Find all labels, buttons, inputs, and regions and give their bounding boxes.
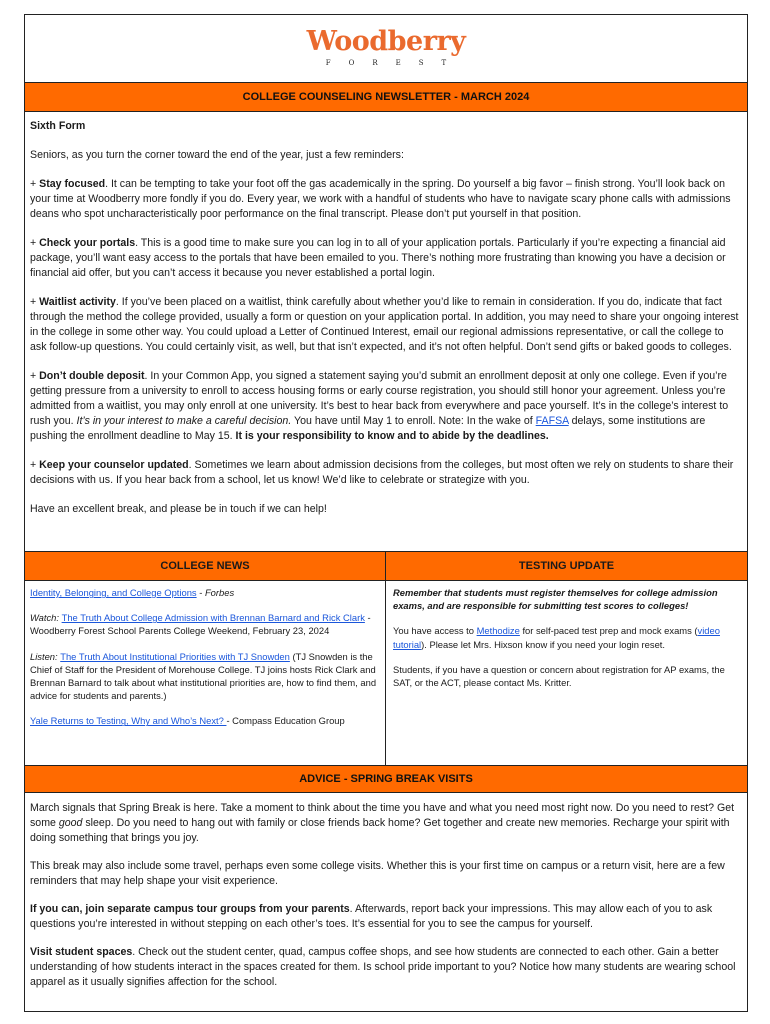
- reminder-waitlist: + Waitlist activity. If you’ve been placed on a waitlist, think carefully about whether you’d like to remain in consideration. If you do, indicate that fact through the method the college provided, usually a form or question on your application portal. In addition, you may need to share your ongoing interest in the college in some other way. You could upload a Letter of Continued Interest, email our regional admissions representative, or call the college to ask follow-up questions. You could certainly visit, as well, but that isn’t expected, and it’s not often helpful. Don’t send gifts or baked goods to colleges.: [30, 296, 739, 353]
- column-divider: [385, 552, 386, 780]
- methodize-link[interactable]: Methodize: [476, 625, 520, 637]
- news-item: Watch: The Truth About College Admission with Brennan Barnard and Rick Clark - Woodberry Forest School Parents College Weekend, February 23, 2024: [30, 612, 371, 637]
- news-link-identity-belonging[interactable]: Identity, Belonging, and College Options: [30, 587, 197, 598]
- woodberry-forest-logo: [25, 15, 747, 83]
- newsletter-page: [24, 14, 748, 1012]
- news-link-yale-testing[interactable]: Yale Returns to Testing, Why and Who’s Next?: [30, 715, 227, 727]
- testing-methodize: You have access to Methodize for self-paced test prep and mock exams (video tutorial). Please let Mrs. Hixson know if you need your login reset.: [393, 625, 720, 650]
- news-link-institutional-priorities[interactable]: The Truth About Institutional Priorities with TJ Snowden: [60, 650, 290, 662]
- news-testing-table: [25, 551, 747, 780]
- advice-heading: ADVICE - SPRING BREAK VISITS: [25, 765, 747, 793]
- fafsa-link[interactable]: FAFSA: [535, 415, 569, 427]
- testing-note: Remember that students must register themselves for college admission exams, and are responsible for submitting test scores to colleges!: [393, 587, 718, 612]
- testing-update-heading: TESTING UPDATE: [386, 552, 747, 581]
- news-item: Listen: The Truth About Institutional Priorities with TJ Snowden (TJ Snowden is the Chief of Staff for the President of Morehouse College. TJ joins hosts Rick Clark and Brennan Barnard to talk about what institutional priorities are, how to find them, and advice for students and parents.): [30, 650, 377, 702]
- newsletter-title: COLLEGE COUNSELING NEWSLETTER - MARCH 2024: [25, 82, 747, 112]
- advice-paragraph: March signals that Spring Break is here. Take a moment to think about the time you have and what you need most right now. Do you need to rest? Get some good sleep. Do you need to hang out with family or close friends back home? Get together and create new memories. Recharge your spirit with doing something that brings you joy.: [30, 802, 735, 844]
- college-news-column: [30, 586, 380, 740]
- advice-paragraph: If you can, join separate campus tour groups from your parents. Afterwards, report back your impressions. This may allow each of you to ask questions you’re interested in without stepping on each other’s toes. It’s essential for you to see the campus for yourself.: [30, 903, 713, 930]
- testing-update-column: [393, 586, 741, 701]
- reminder-counselor: + Keep your counselor updated. Sometimes we learn about admission decisions from the colleges, but most often we rely on students to share their decisions with us. If you hear back from a school, let us know! We’d like to celebrate or strategize with you.: [30, 459, 734, 486]
- logo-wordmark: Woodberry: [306, 26, 466, 57]
- reminder-double-deposit: + Don’t double deposit. In your Common App, you signed a statement saying you’d submit an enrollment deposit at only one college. Even if you’re getting pressure from a university to enroll to access housing forms or early course registration, you should still honor your agreement. Unless you’re admitted from a waitlist, you may only enroll at one university. It’s best to hear back from everywhere and pace yourself. It’s in the college’s interest to rush you. It’s in your interest to make a careful decision. You have until May 1 to enroll. Note: In the wake of FAFSA delays, some institutions are pushing the enrollment deadline to May 15. It is your responsibility to know and to abide by the deadlines.: [30, 370, 729, 442]
- closing-text: Have an excellent break, and please be in touch if we can help!: [30, 503, 327, 515]
- news-item: Yale Returns to Testing, Why and Who’s Next? - Compass Education Group: [30, 715, 345, 727]
- reminder-check-portals: + Check your portals. This is a good time to make sure you can log in to all of your application portals. Particularly if you’re expecting a financial aid package, you’ll want easy access to the portals that have been emailed to you. There’s nothing more frustrating than knowing you have a decision or financial aid offer, but you can’t access it because you never established a portal login.: [30, 237, 726, 279]
- testing-contact: Students, if you have a question or concern about registration for AP exams, the SAT, or the ACT, please contact Ms. Kritter.: [393, 663, 725, 689]
- advice-paragraph: Visit student spaces. Check out the student center, quad, campus coffee shops, and see how students are connected to each other. Gain a better understanding of how students interact in the spaces created for them. Is school pride important to you? Notice how many students are wearing school apparel as it usually signifies affection for the school.: [30, 946, 736, 988]
- intro-text: Seniors, as you turn the corner toward the end of the year, just a few reminders:: [30, 149, 404, 161]
- reminder-stay-focused: + Stay focused. It can be tempting to take your foot off the gas academically in the spring. Do yourself a big favor – finish strong. You’ll look back on your time at Woodberry more fondly if you do. Every year, we work with a handful of students who have to navigate scary phone calls with admissions deans who spot uncharacteristically poor performance on the final transcript. Please don’t put yourself in that position.: [30, 178, 731, 220]
- sixth-form-section: [30, 119, 742, 531]
- video-tutorial-link[interactable]: video tutorial: [393, 625, 720, 650]
- advice-paragraph: This break may also include some travel, perhaps even some college visits. Whether this is your first time on campus or a return visit, here are a few reminders that may help shape your visit experience.: [30, 860, 725, 887]
- news-link-truth-about-admission[interactable]: The Truth About College Admission with Brennan Barnard and Rick Clark: [61, 612, 365, 624]
- college-news-heading: COLLEGE NEWS: [25, 552, 385, 581]
- news-item: Identity, Belonging, and College Options - Forbes: [30, 587, 235, 598]
- logo-subtitle: FOREST: [325, 59, 465, 67]
- advice-section: [30, 801, 742, 1003]
- section-heading: Sixth Form: [30, 120, 86, 132]
